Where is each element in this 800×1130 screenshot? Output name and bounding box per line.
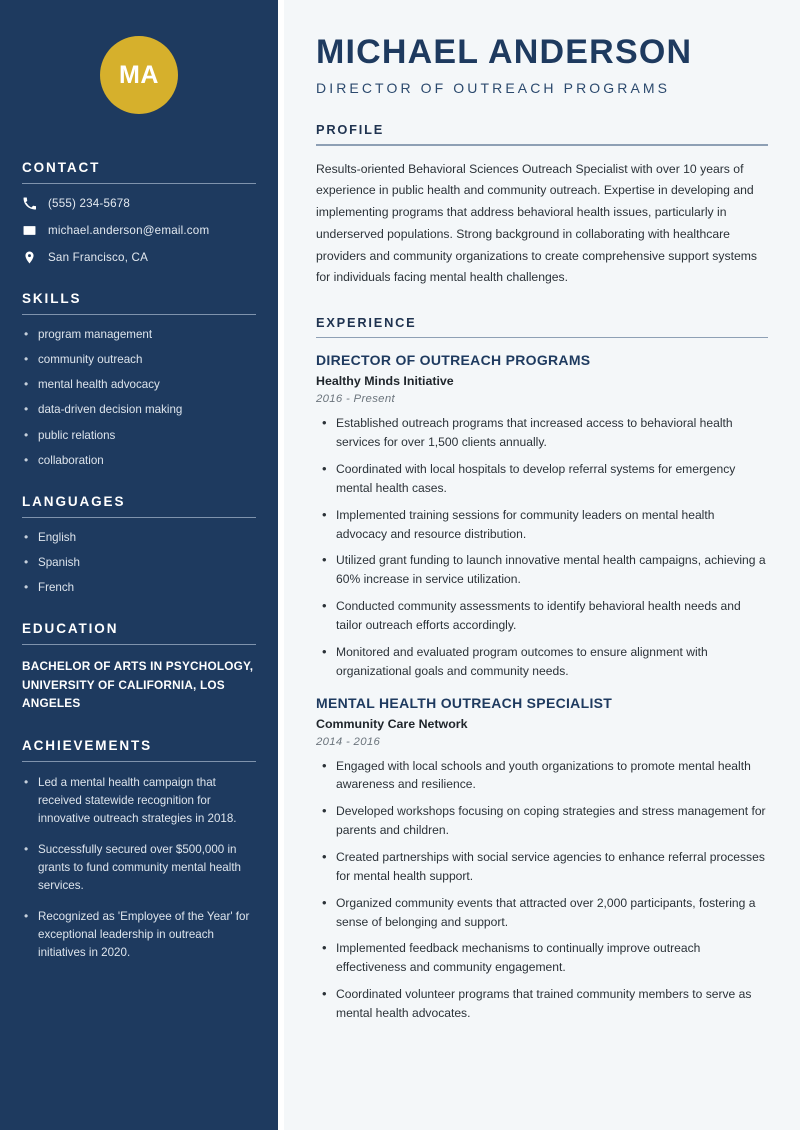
list-item: • collaboration bbox=[22, 453, 256, 469]
list-item: • English bbox=[22, 530, 256, 546]
experience-job-title: MENTAL HEALTH OUTREACH SPECIALIST bbox=[316, 694, 613, 711]
list-item: • community outreach bbox=[22, 352, 256, 368]
section-heading-education: EDUCATION bbox=[22, 621, 119, 637]
job-role-subtitle: DIRECTOR OF OUTREACH PROGRAMS bbox=[316, 80, 671, 97]
section-achievements bbox=[22, 738, 256, 962]
map-pin-icon bbox=[22, 250, 37, 265]
section-profile bbox=[316, 122, 768, 289]
experience-bullets bbox=[316, 414, 768, 680]
education-item: BACHELOR OF ARTS IN PSYCHOLOGY, UNIVERSITY OF CALIFORNIA, LOS ANGELES bbox=[22, 659, 254, 710]
experience-company: Community Care Network bbox=[316, 716, 468, 731]
main-column bbox=[284, 0, 800, 1130]
section-languages bbox=[22, 494, 256, 595]
divider bbox=[316, 144, 768, 145]
profile-text: Results-oriented Behavioral Sciences Outreach Specialist with over 10 years of experience in public health and community outreach. Expertise in developing and implementing programs that address behavioral health issues, particularly in underserved populations. Strong background in collaborating with healthcare providers and community organizations to create comprehensive support systems for individuals facing mental health challenges. bbox=[316, 161, 757, 285]
list-item: • program management bbox=[22, 327, 256, 343]
section-skills bbox=[22, 291, 256, 468]
list-item: • Developed workshops focusing on coping strategies and stress management for parents and children. bbox=[316, 802, 768, 840]
list-item: • Organized community events that attracted over 2,000 participants, fostering a sense of belonging and support. bbox=[316, 894, 768, 932]
section-heading-languages: LANGUAGES bbox=[22, 494, 126, 510]
list-item: • Led a mental health campaign that received statewide recognition for innovative outreach strategies in 2018. bbox=[22, 774, 256, 828]
section-contact bbox=[22, 160, 256, 265]
list-item: • Coordinated with local hospitals to develop referral systems for emergency mental health cases. bbox=[316, 460, 768, 498]
section-heading-experience: EXPERIENCE bbox=[316, 315, 417, 330]
list-item: • Implemented training sessions for community leaders on mental health advocacy and resource distribution. bbox=[316, 506, 768, 544]
contact-item-phone[interactable] bbox=[22, 196, 256, 211]
divider bbox=[22, 644, 256, 645]
achievements-list bbox=[22, 774, 256, 962]
list-item: • Spanish bbox=[22, 555, 256, 571]
section-heading-achievements: ACHIEVEMENTS bbox=[22, 738, 153, 754]
avatar bbox=[100, 36, 178, 114]
contact-location-value: San Francisco, CA bbox=[48, 251, 149, 264]
list-item: • Implemented feedback mechanisms to continually improve outreach effectiveness and community engagement. bbox=[316, 939, 768, 977]
page-title: MICHAEL ANDERSON bbox=[316, 33, 693, 71]
experience-entry bbox=[316, 695, 768, 1023]
experience-job-title: DIRECTOR OF OUTREACH PROGRAMS bbox=[316, 352, 591, 369]
sidebar bbox=[0, 0, 278, 1130]
divider bbox=[22, 314, 256, 315]
section-education bbox=[22, 621, 256, 712]
list-item: • Coordinated volunteer programs that trained community members to serve as mental health advocates. bbox=[316, 985, 768, 1023]
envelope-icon bbox=[22, 223, 37, 238]
list-item: • Created partnerships with social service agencies to enhance referral processes for mental health support. bbox=[316, 848, 768, 886]
section-heading-profile: PROFILE bbox=[316, 122, 385, 138]
list-item: • Successfully secured over $500,000 in grants to fund community mental health services. bbox=[22, 841, 256, 895]
avatar-initials: MA bbox=[119, 60, 159, 89]
experience-company: Healthy Minds Initiative bbox=[316, 374, 454, 389]
list-item: • French bbox=[22, 580, 256, 596]
divider bbox=[22, 517, 256, 518]
phone-icon bbox=[22, 196, 37, 211]
section-experience bbox=[316, 315, 768, 1023]
experience-bullets bbox=[316, 757, 768, 1023]
list-item: • data-driven decision making bbox=[22, 402, 256, 418]
avatar-container bbox=[22, 0, 256, 114]
divider bbox=[316, 337, 768, 338]
experience-dates: 2016 - Present bbox=[316, 393, 395, 406]
contact-item-email[interactable] bbox=[22, 223, 256, 238]
contact-email-value: michael.anderson@email.com bbox=[48, 224, 210, 237]
list-item: • Established outreach programs that increased access to behavioral health services for over 1,500 clients annually. bbox=[316, 414, 768, 452]
list-item: • Monitored and evaluated program outcomes to ensure alignment with organizational goals and community needs. bbox=[316, 643, 768, 681]
contact-item-location[interactable] bbox=[22, 250, 256, 265]
list-item: • Utilized grant funding to launch innovative mental health campaigns, achieving a 60% increase in service utilization. bbox=[316, 551, 768, 589]
experience-entry bbox=[316, 352, 768, 680]
experience-dates: 2014 - 2016 bbox=[316, 735, 381, 748]
list-item: • Recognized as 'Employee of the Year' for exceptional leadership in outreach initiatives in 2020. bbox=[22, 908, 256, 962]
list-item: • Engaged with local schools and youth organizations to promote mental health awareness and resilience. bbox=[316, 757, 768, 795]
section-heading-skills: SKILLS bbox=[22, 291, 82, 306]
section-heading-contact: CONTACT bbox=[22, 160, 101, 175]
contact-phone-value: (555) 234-5678 bbox=[48, 197, 131, 210]
list-item: • Conducted community assessments to identify behavioral health needs and tailor outreach efforts accordingly. bbox=[316, 597, 768, 635]
skills-list bbox=[22, 327, 256, 468]
divider bbox=[22, 183, 256, 184]
list-item: • public relations bbox=[22, 428, 256, 444]
languages-list bbox=[22, 530, 256, 595]
list-item: • mental health advocacy bbox=[22, 377, 256, 393]
divider bbox=[22, 761, 256, 762]
